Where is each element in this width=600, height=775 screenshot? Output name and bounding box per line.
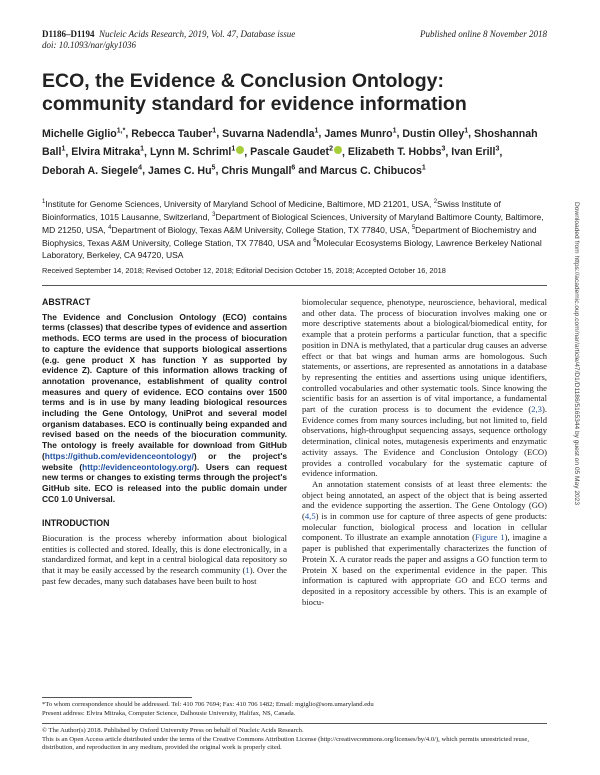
publication-date: Published online 8 November 2018 [420, 29, 547, 39]
p1-part-b: ). Evidence comes from many sources including, but not limited to, field observations, high-throughput sequencing assays, sequence orthology determination, clinical notes, mutagenesis experiments and enzymatic activity assays. The Evidence and Conclusion Ontology (ECO) provides a controlled vocabulary for the systematic capture of evidence information. [302, 404, 547, 479]
author [71, 146, 144, 158]
author-separator: , [144, 146, 150, 159]
author [348, 146, 446, 158]
affiliations [42, 197, 552, 261]
author-name: Shoshannah Ball [42, 127, 538, 159]
body-paragraph-2 [302, 479, 547, 607]
author-separator: , [142, 164, 148, 177]
copyright-note: © The Author(s) 2018. Published by Oxford University Press on behalf of Nucleic Acids Research. [42, 727, 304, 734]
affiliation-number: 1 [42, 199, 46, 205]
affiliation-text: Molecular Ecosystems Biology, Lawrence Berkeley National Laboratory, Berkeley, CA 94720, USA [42, 238, 542, 260]
affiliation-number: 3 [212, 212, 216, 219]
author-affiliation-mark: 1 [421, 164, 426, 172]
p2-part-c: ), imagine a paper is published that experimentally characterizes the function of Protein X. A curator reads the paper and assigns a GO function term to Protein X based on the experimental evidence in the paper. This information is captured with appropriate GO and ECO terms and deposited in a repository accessible by others. This is an example of biocu- [302, 532, 547, 607]
affiliation-text: Department of Biochemistry and Biophysics, Texas A&M University, College Station, TX 77840, USA and [42, 225, 537, 249]
author-name: Ivan Erill [451, 146, 496, 159]
right-column [302, 297, 547, 607]
author-affiliation-mark: 4 [138, 164, 143, 172]
author-affiliation-mark: 1,* [116, 127, 126, 134]
author-separator: and [295, 164, 321, 177]
author [451, 146, 499, 158]
author-name: Elizabeth T. Hobbs [347, 146, 442, 159]
license-block [42, 727, 547, 753]
p2-part-b: ) is in common use for capture of three aspects of gene products: molecular function, biological process and location in cellular component. To illustrate an example annotation ( [302, 511, 547, 543]
author-separator: , [445, 146, 452, 159]
affiliation-number: 4 [108, 225, 112, 232]
abstract-part-3: ). Users can request new terms or changes to existing terms through the project's GitHub site. ECO is released into the public domain under CC0 1.0 Universal. [42, 461, 288, 504]
download-watermark [566, 202, 594, 632]
doi: doi: 10.1093/nar/gky1036 [42, 40, 136, 50]
author-name: Dustin Olley [402, 127, 465, 140]
author [42, 165, 142, 177]
download-note: Downloaded from https://academic.oup.com/nar/article/47/D1/D1186/5165344 by guest on 05 May 2023 [573, 202, 580, 506]
author-affiliation-mark: 3 [441, 145, 446, 153]
author-affiliation-mark: 5 [211, 164, 216, 172]
author-affiliation-mark: 1 [140, 145, 145, 153]
author [148, 165, 216, 177]
p2-part-a: An annotation statement consists of at least three elements: the object being annotated, an aspect of the object that is being asserted and the evidence supporting the assertion. The Gene Ontology (GO) ( [302, 478, 547, 522]
citation-link[interactable]: 2,3 [531, 404, 542, 415]
abstract-heading: ABSTRACT [42, 297, 91, 307]
author-affiliation-mark: 6 [291, 164, 296, 172]
author-separator: , [244, 146, 251, 159]
author-separator: , [215, 164, 222, 177]
author-separator: , [468, 127, 475, 140]
affiliation-number: 6 [313, 238, 317, 245]
author-separator: , [499, 146, 503, 159]
author-name: Chris Mungall [221, 164, 292, 177]
author [222, 128, 318, 140]
abstract-text [42, 312, 287, 505]
footnote-divider [42, 697, 192, 698]
author-separator: , [318, 127, 325, 140]
author [150, 146, 244, 158]
author-affiliation-mark: 1 [464, 127, 469, 134]
author-name: James C. Hu [147, 164, 212, 177]
received-dates: Received September 14, 2018; Revised October 12, 2018; Editorial Decision October 15, 2018; Accepted October 16, 2018 [42, 266, 446, 275]
github-link[interactable]: https://github.com/evidenceontology/ [44, 450, 194, 461]
affiliation-text: Swiss Institute of Bioinformatics, 1015 Lausanne, Switzerland, [42, 198, 501, 222]
author-name: Deborah A. Siegele [42, 164, 139, 177]
present-address-note: Present address: Elvira Mitraka, Computer Science, Dalhousie University, Halifax, NS, Canada. [42, 709, 296, 717]
author [324, 128, 396, 140]
title-line-1: ECO, the Evidence & Conclusion Ontology: [42, 70, 444, 92]
author-list [42, 123, 547, 179]
journal-citation: Nucleic Acids Research, 2019, Vol. 47, Database issue [99, 29, 296, 39]
page-range: D1186–D1194 [42, 29, 95, 39]
author [320, 165, 426, 177]
article-title [42, 70, 562, 116]
author [42, 128, 125, 140]
abstract-part-1: The Evidence and Conclusion Ontology (ECO) contains terms (classes) that describe types of evidence and assertion methods. ECO terms are used in the process of biocuration to capture the evidence that supports biological assertions (e.g. gene product X has function Y as supported by evidence Z). Capture of this information allows tracking of annotation provenance, establishment of quality control measures and query of evidence. ECO contains over 1500 terms and is in use by many leading biological resources including the Gene Ontology, UniProt and several model organism databases. ECO is continually being expanded and revised based on the needs of the biocuration community. The ontology is freely available for download from GitHub ( [42, 311, 287, 461]
author-separator: , [396, 127, 403, 140]
header-divider [42, 285, 547, 286]
left-column [42, 297, 287, 587]
author-separator: , [341, 146, 348, 159]
author-name: Pascale Gaudet [250, 146, 330, 159]
title-line-2: community standard for evidence information [42, 93, 467, 115]
affiliation-number: 2 [433, 199, 438, 205]
author-name: Marcus C. Chibucos [320, 164, 422, 177]
author-name: Suvarna Nadendla [222, 127, 315, 140]
author-separator: , [65, 146, 72, 159]
correspondence-note: *To whom correspondence should be addressed. Tel: 410 706 7694; Fax: 410 706 1482; Email: mgiglio@som.umaryland.edu [42, 701, 374, 708]
author-affiliation-mark: 1 [212, 127, 217, 134]
author-name: Rebecca Tauber [131, 127, 213, 140]
running-header [42, 29, 547, 51]
author-name: James Munro [324, 127, 393, 140]
author-affiliation-mark: 2 [329, 145, 333, 153]
abstract-part-2: ) or the project's website ( [42, 450, 287, 472]
intro-part-2: ). Over the past few decades, many such databases have been built to host [42, 565, 287, 586]
p1-part-a: biomolecular sequence, phenotype, neuroscience, behavioral, medical and other data. The process of biocuration involves making one or more descriptive statements about a biological/biomedical entity, for example that a protein performs a particular function, that a specific position in DNA is methylated, that a particular drug causes an adverse effect or that bat wings and human arms are homologous. Such statements, or assertions, are represented as annotations in a database by representing the entities and assertions using unique identifiers, controlled vocabularies and other systematic tools. Since knowing the scientific basis for an assertion is of vital importance, a fundamental part of the curation process is to document the evidence ( [302, 297, 547, 415]
author-name: Elvira Mitraka [71, 146, 141, 159]
author [131, 128, 216, 140]
body-paragraph-1 [302, 297, 547, 479]
author-name: Michelle Giglio [42, 127, 117, 140]
author-name: Lynn M. Schriml [149, 146, 232, 159]
orcid-icon[interactable] [334, 146, 342, 154]
affiliation-text: Institute for Genome Sciences, University of Maryland School of Medicine, Baltimore, MD 21201, USA, [45, 198, 434, 209]
introduction-text [42, 533, 287, 587]
affiliation-text: Department of Biology, Texas A&M University, College Station, TX 77840, USA, [111, 225, 412, 236]
citation-link[interactable]: 4,5 [304, 511, 316, 522]
author-separator: , [125, 127, 132, 140]
intro-part-1: Biocuration is the process whereby information about biological entities is collected and stored. Ideally, this is done electronically, in a standardized format, and kept in a central biological data repository so that it may be easily accessed by the research community ( [42, 533, 287, 576]
author-affiliation-mark: 1 [231, 145, 236, 153]
website-link[interactable]: http://evidenceontology.org/ [82, 461, 195, 472]
license-note: This is an Open Access article distributed under the terms of the Creative Commons Attribution License (http://creativecommons.org/licenses/by/4.0/), which permits unrestricted reuse, distribution, and reproduction in any medium, provided the original work is properly cited. [42, 735, 529, 752]
author-affiliation-mark: 3 [495, 145, 500, 153]
author-affiliation-mark: 1 [61, 145, 66, 153]
affiliation-number: 5 [411, 225, 416, 232]
figure-link[interactable]: Figure 1 [475, 532, 505, 543]
citation-link[interactable]: 1 [245, 565, 250, 576]
author [250, 146, 342, 158]
footnotes [42, 701, 547, 718]
author [402, 128, 468, 140]
author-affiliation-mark: 1 [314, 127, 319, 134]
author-affiliation-mark: 1 [392, 127, 397, 134]
footer-divider [42, 723, 547, 724]
author-separator: , [216, 127, 223, 140]
affiliation-text: Department of Biological Sciences, University of Maryland Baltimore County, Baltimore, MD 21250, USA, [42, 211, 544, 236]
author [221, 165, 295, 177]
introduction-heading: INTRODUCTION [42, 518, 110, 529]
